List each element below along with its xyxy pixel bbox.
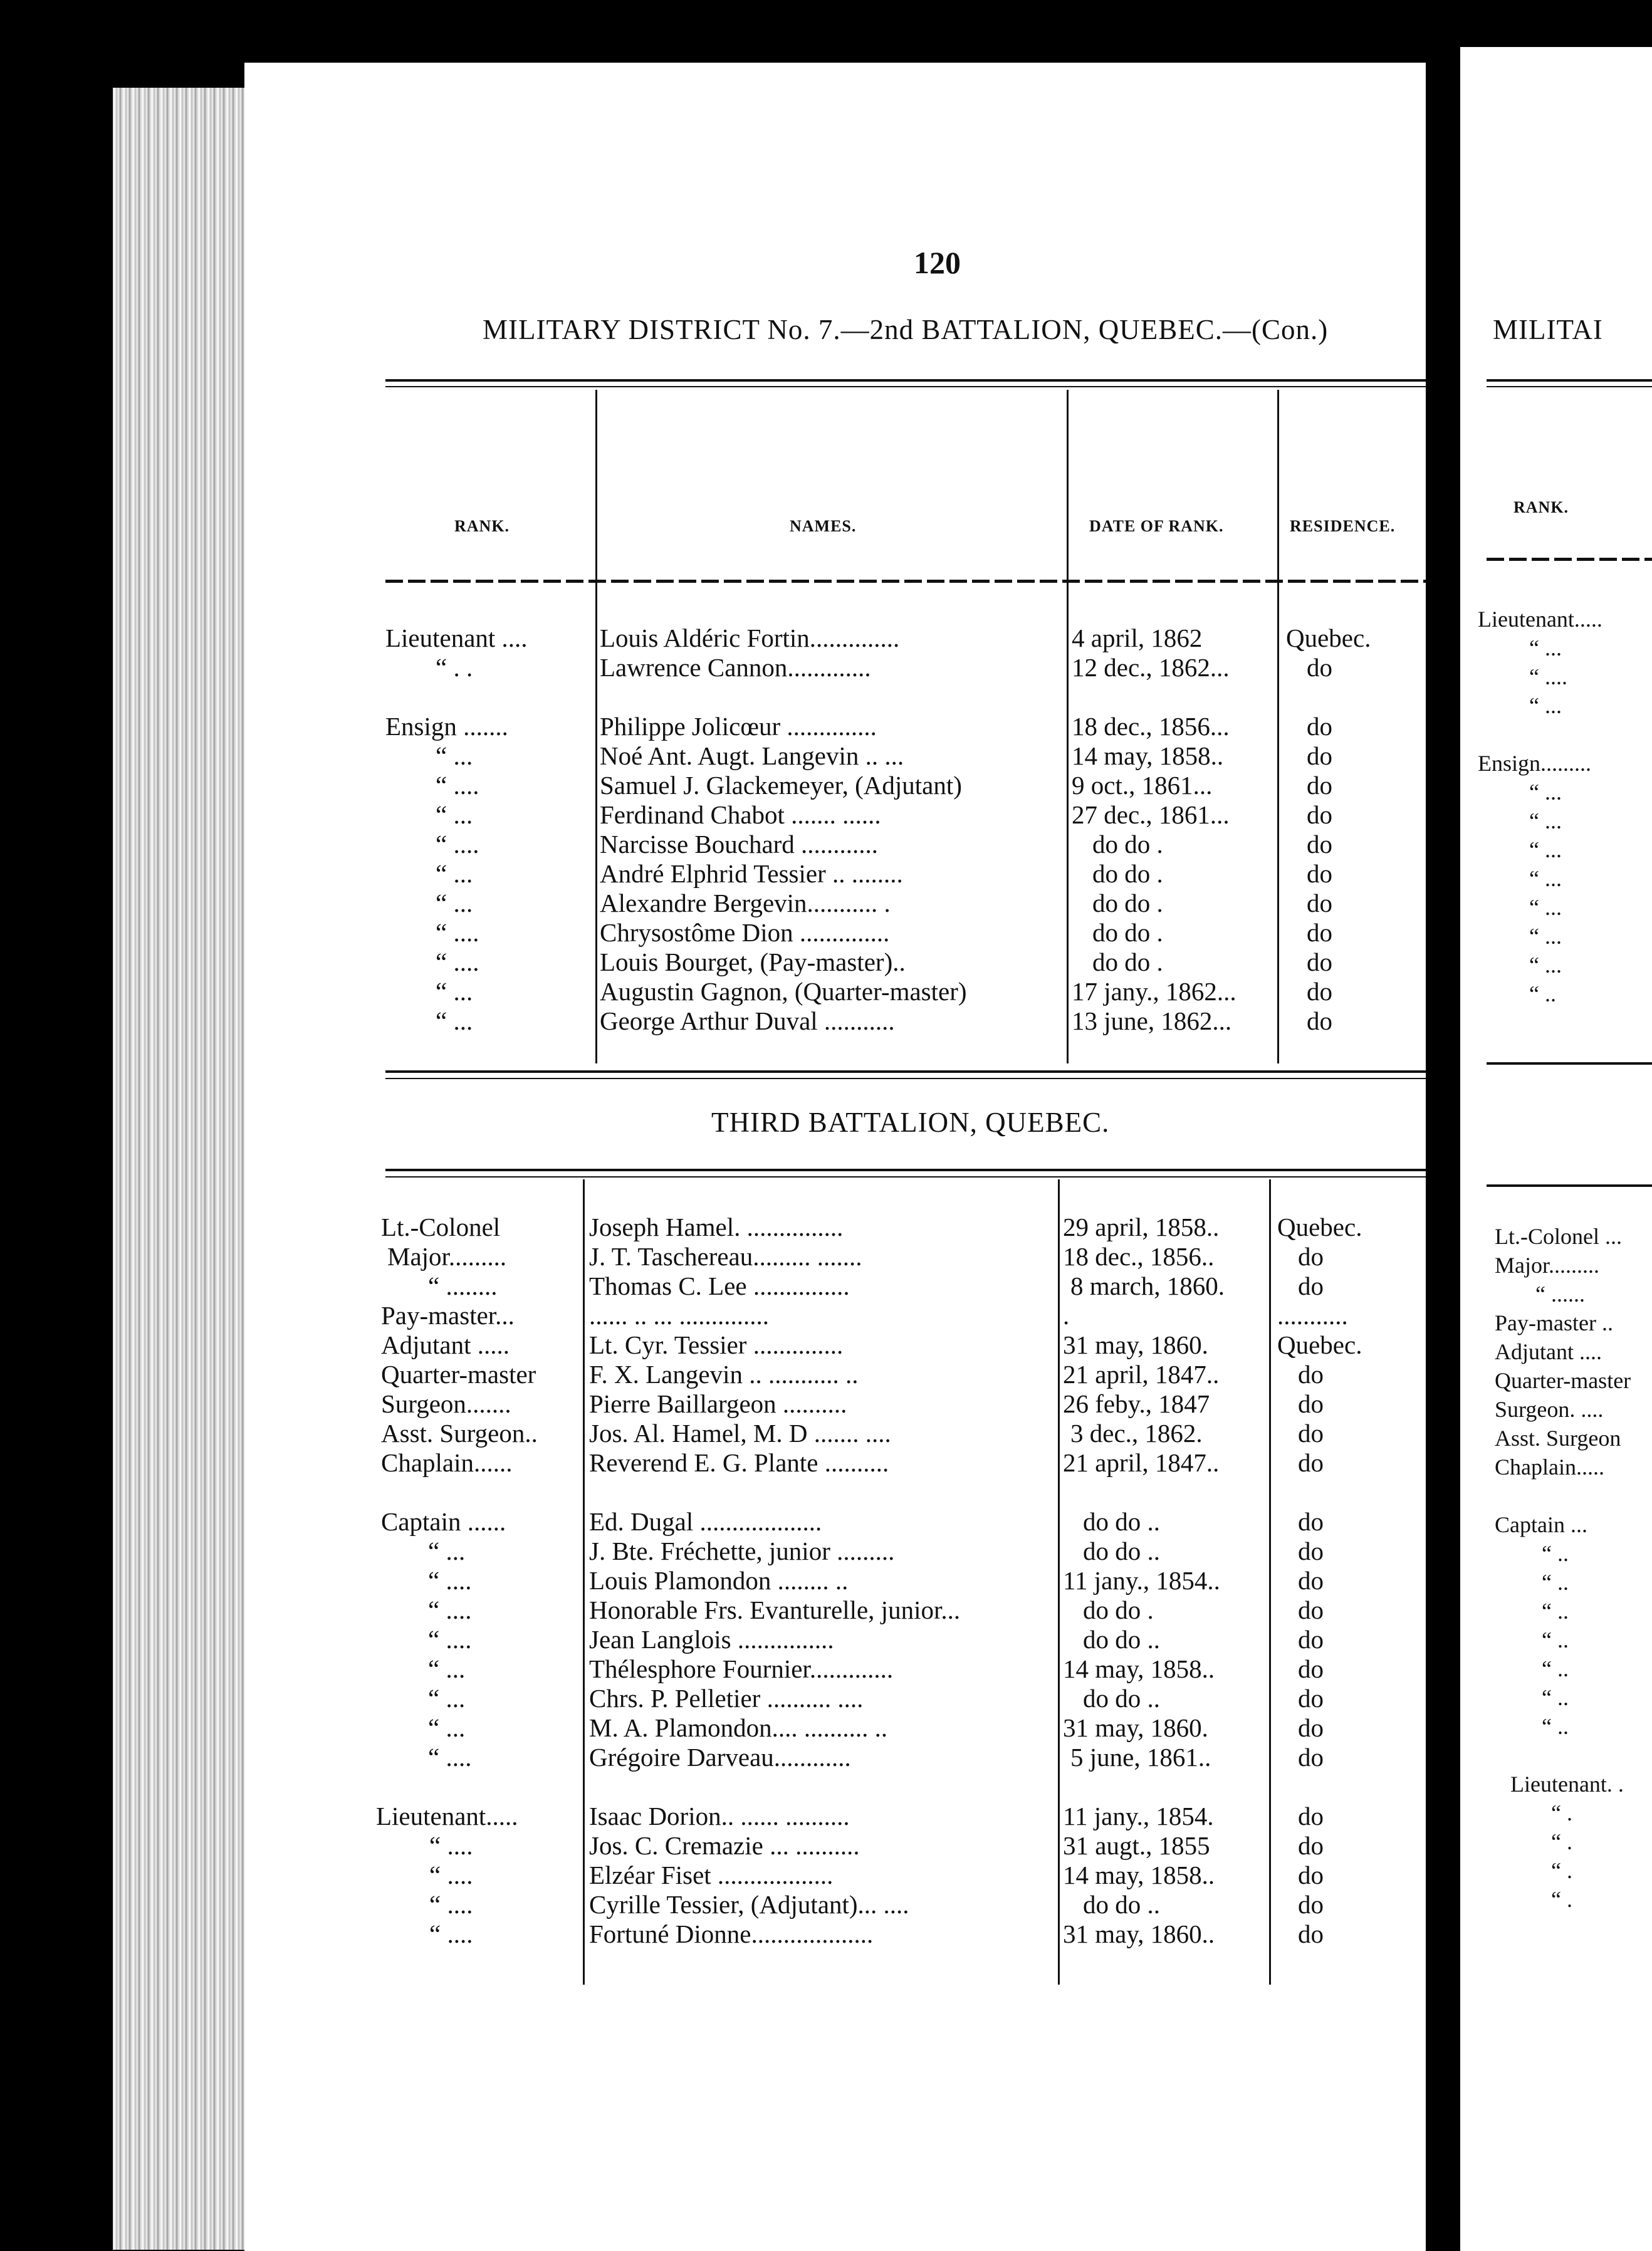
date-cell: 27 dec., 1861... [1072, 800, 1230, 829]
residence-cell: do [1307, 800, 1332, 829]
table-row [381, 1448, 1426, 1478]
residence-cell: do [1298, 1448, 1324, 1477]
table-rule-top [385, 1169, 1426, 1171]
residence-cell: do [1298, 1919, 1324, 1948]
facing-row: Ensign......... [1478, 751, 1592, 776]
table-row [376, 1919, 1426, 1949]
date-cell: do do .. [1083, 1890, 1160, 1919]
rank-cell: “ .... [436, 771, 479, 800]
rank-cell: “ .... [428, 1596, 472, 1624]
name-cell: Noé Ant. Augt. Langevin .. ... [600, 741, 904, 770]
rank-cell: Surgeon....... [381, 1389, 511, 1418]
date-cell: 31 augt., 1855 [1063, 1831, 1210, 1860]
facing-row: Chaplain..... [1495, 1455, 1604, 1480]
date-cell: 11 jany., 1854.. [1063, 1566, 1220, 1595]
rank-cell: Adjutant ..... [381, 1330, 510, 1359]
name-cell: F. X. Langevin .. ........... .. [589, 1360, 859, 1389]
rank-cell: “ .... [429, 1919, 473, 1948]
date-cell: 11 jany., 1854. [1063, 1802, 1214, 1831]
rank-cell: “ .... [429, 1890, 473, 1919]
table-row [376, 1831, 1426, 1861]
date-cell: 21 april, 1847.. [1063, 1448, 1220, 1477]
header-rule-dashed [385, 580, 1426, 583]
facing-row: “ .. [1542, 1656, 1569, 1681]
residence-cell: Quebec. [1277, 1213, 1362, 1241]
table-row [381, 1772, 1426, 1802]
facing-rule-top [1487, 379, 1652, 382]
column-header-names: NAMES. [790, 517, 857, 535]
table-row [381, 1330, 1426, 1360]
table-rule-top-inner [385, 1176, 1426, 1178]
page-number: 120 [914, 245, 961, 280]
table-row [385, 653, 1426, 682]
rank-cell: Asst. Surgeon.. [381, 1419, 538, 1448]
rank-cell: Pay-master... [381, 1301, 515, 1330]
name-cell: J. T. Taschereau......... ....... [589, 1242, 862, 1271]
facing-row: “ ...... [1535, 1282, 1585, 1307]
facing-row: “ .. [1542, 1570, 1569, 1595]
table-row [385, 771, 1426, 800]
residence-cell: do [1298, 1713, 1324, 1742]
facing-row: Asst. Surgeon [1495, 1426, 1621, 1451]
name-cell: Narcisse Bouchard ............ [600, 830, 879, 859]
date-cell: 8 march, 1860. [1070, 1272, 1225, 1300]
table-row [381, 1625, 1426, 1654]
rank-cell: “ ... [428, 1684, 466, 1713]
facing-row: “ ... [1529, 953, 1562, 978]
book-spine-edge [113, 88, 244, 2250]
section-rule-inner [385, 1078, 1426, 1079]
date-cell: 29 april, 1858.. [1063, 1213, 1220, 1241]
date-cell: 31 may, 1860. [1063, 1330, 1208, 1359]
table-row [385, 889, 1426, 918]
facing-row: “ . [1551, 1800, 1572, 1825]
rank-cell: “ ... [436, 741, 473, 770]
residence-cell: do [1298, 1802, 1324, 1831]
header-rule-top-inner [385, 386, 1426, 387]
section-title: THIRD BATTALION, QUEBEC. [711, 1107, 1110, 1138]
table-row [381, 1301, 1426, 1330]
table-row [385, 1006, 1426, 1036]
date-cell: do do .. [1083, 1625, 1160, 1654]
date-cell: 31 may, 1860.. [1063, 1919, 1215, 1948]
table-row [381, 1684, 1426, 1713]
date-cell: 26 feby., 1847 [1063, 1389, 1210, 1418]
rank-cell: “ .... [429, 1831, 473, 1860]
date-cell: 4 april, 1862 [1072, 624, 1203, 652]
name-cell: Lawrence Cannon............. [600, 653, 871, 682]
residence-cell: do [1298, 1596, 1324, 1624]
facing-row: Surgeon. .... [1495, 1397, 1604, 1422]
name-cell: George Arthur Duval ........... [600, 1006, 895, 1035]
residence-cell: do [1307, 859, 1332, 888]
date-cell: do do . [1092, 918, 1163, 947]
facing-row: “ ... [1529, 924, 1562, 949]
ledger-page [244, 63, 1426, 2251]
table-row [381, 1713, 1426, 1743]
facing-row: “ ... [1529, 837, 1562, 862]
facing-row: “ ... [1529, 808, 1562, 833]
table-row [381, 1537, 1426, 1566]
facing-row: Lt.-Colonel ... [1495, 1224, 1622, 1249]
facing-rule-dashed [1487, 558, 1652, 561]
table-row [381, 1360, 1426, 1389]
facing-row: Lieutenant. . [1510, 1772, 1624, 1797]
rank-cell: Lt.-Colonel [381, 1213, 501, 1241]
rank-cell: “ .... [436, 830, 479, 859]
residence-cell: do [1307, 741, 1332, 770]
facing-row: “ ... [1529, 635, 1562, 661]
residence-cell: do [1298, 1389, 1324, 1418]
rank-cell: Lieutenant .... [385, 624, 528, 652]
table-row [376, 1802, 1426, 1831]
residence-cell: do [1307, 1006, 1332, 1035]
name-cell: Thélesphore Fournier............. [589, 1654, 894, 1683]
residence-cell: do [1307, 771, 1332, 800]
name-cell: Pierre Baillargeon .......... [589, 1389, 847, 1418]
facing-row: “ .. [1542, 1599, 1569, 1624]
facing-row: Lieutenant..... [1478, 607, 1602, 632]
residence-cell: do [1298, 1743, 1324, 1772]
table-row [385, 682, 1426, 712]
facing-page-title: MILITAI [1493, 314, 1603, 345]
rank-cell: “ .... [428, 1625, 472, 1654]
date-cell: 14 may, 1858.. [1063, 1654, 1215, 1683]
table-row [381, 1743, 1426, 1772]
name-cell: Ferdinand Chabot ....... ...... [600, 800, 881, 829]
residence-cell: do [1307, 977, 1332, 1006]
table-row [385, 977, 1426, 1006]
name-cell: Samuel J. Glackemeyer, (Adjutant) [600, 771, 962, 800]
name-cell: Isaac Dorion.. ...... .......... [589, 1802, 850, 1831]
residence-cell: do [1307, 712, 1332, 741]
name-cell: Augustin Gagnon, (Quarter-master) [600, 977, 967, 1006]
name-cell: Jean Langlois ............... [589, 1625, 834, 1654]
name-cell: Reverend E. G. Plante .......... [589, 1448, 889, 1477]
residence-cell: do [1307, 918, 1332, 947]
name-cell: André Elphrid Tessier .. ........ [600, 859, 903, 888]
table-row [385, 712, 1426, 741]
date-cell: do do . [1092, 948, 1163, 976]
table-row [385, 830, 1426, 859]
rank-cell: Captain ...... [381, 1507, 506, 1536]
residence-cell: do [1298, 1566, 1324, 1595]
rank-cell: “ .... [428, 1743, 472, 1772]
date-cell: do do .. [1083, 1684, 1160, 1713]
table-row [381, 1213, 1426, 1242]
date-cell: 3 dec., 1862. [1070, 1419, 1203, 1448]
facing-row: “ . [1551, 1887, 1572, 1912]
name-cell: Joseph Hamel. ............... [589, 1213, 844, 1241]
facing-page-fragment [1460, 47, 1652, 2251]
facing-section-rule [1487, 1062, 1652, 1065]
date-cell: 14 may, 1858.. [1072, 741, 1224, 770]
rank-cell: Ensign ....... [385, 712, 508, 741]
table-row [381, 1478, 1426, 1507]
name-cell: Thomas C. Lee ............... [589, 1272, 850, 1300]
facing-row: Adjutant .... [1495, 1339, 1602, 1364]
table-row [385, 918, 1426, 948]
residence-cell: do [1298, 1625, 1324, 1654]
rank-cell: “ ... [436, 859, 473, 888]
rank-cell: Major......... [387, 1242, 507, 1271]
residence-cell: Quebec. [1286, 624, 1371, 652]
residence-cell: do [1298, 1419, 1324, 1448]
column-header-residence: RESIDENCE. [1290, 517, 1396, 535]
table-row [381, 1507, 1426, 1537]
residence-cell: do [1298, 1360, 1324, 1389]
name-cell: J. Bte. Fréchette, junior ......... [589, 1537, 895, 1565]
page-title: MILITARY DISTRICT No. 7.—2nd BATTALION, QUEBEC.—(Con.) [483, 314, 1329, 345]
table-row [385, 948, 1426, 977]
date-cell: 18 dec., 1856... [1072, 712, 1230, 741]
name-cell: Fortuné Dionne................... [589, 1919, 874, 1948]
facing-row: “ .. [1542, 1541, 1569, 1566]
facing-rank-header: RANK. [1513, 498, 1569, 516]
residence-cell: do [1298, 1831, 1324, 1860]
rank-cell: “ .... [436, 918, 479, 947]
facing-row: “ . [1551, 1829, 1572, 1854]
facing-row: Major......... [1495, 1253, 1599, 1278]
column-header-date: DATE OF RANK. [1089, 517, 1224, 535]
facing-rule-top-inner [1487, 386, 1652, 387]
table-row [381, 1272, 1426, 1301]
rank-cell: “ ... [428, 1713, 466, 1742]
residence-cell: do [1298, 1507, 1324, 1536]
column-header-rank: RANK. [454, 517, 510, 535]
name-cell: Louis Bourget, (Pay-master).. [600, 948, 906, 976]
rank-cell: “ ... [436, 800, 473, 829]
section-rule [385, 1070, 1426, 1073]
rank-cell: “ ... [436, 1006, 473, 1035]
residence-cell: do [1307, 653, 1332, 682]
date-cell: 9 oct., 1861... [1072, 771, 1213, 800]
name-cell: Louis Plamondon ........ .. [589, 1566, 849, 1595]
date-cell: 12 dec., 1862... [1072, 653, 1230, 682]
table-row [385, 800, 1426, 830]
date-cell: 21 april, 1847.. [1063, 1360, 1220, 1389]
name-cell: Grégoire Darveau............ [589, 1743, 851, 1772]
date-cell: do do . [1083, 1596, 1154, 1624]
name-cell: Jos. Al. Hamel, M. D ....... .... [589, 1419, 891, 1448]
name-cell: ...... .. ... .............. [589, 1301, 769, 1330]
rank-cell: “ ........ [428, 1272, 498, 1300]
rank-cell: “ .... [429, 1861, 473, 1889]
residence-cell: do [1298, 1242, 1324, 1271]
rank-cell: “ ... [428, 1654, 466, 1683]
name-cell: Elzéar Fiset .................. [589, 1861, 834, 1889]
date-cell: do do .. [1083, 1507, 1160, 1536]
residence-cell: do [1307, 948, 1332, 976]
rank-cell: “ ... [436, 977, 473, 1006]
facing-row: “ .... [1529, 664, 1567, 689]
facing-row: “ . [1551, 1858, 1572, 1883]
rank-cell: Chaplain...... [381, 1448, 513, 1477]
facing-row: “ .. [1542, 1714, 1569, 1739]
residence-cell: do [1298, 1272, 1324, 1300]
facing-table-rule [1487, 1184, 1652, 1187]
date-cell: 31 may, 1860. [1063, 1713, 1208, 1742]
facing-row: “ .. [1542, 1685, 1569, 1710]
name-cell: Cyrille Tessier, (Adjutant)... .... [589, 1890, 909, 1919]
residence-cell: do [1298, 1537, 1324, 1565]
rank-cell: “ ... [436, 889, 473, 917]
date-cell: do do .. [1083, 1537, 1160, 1565]
table-row [385, 624, 1426, 653]
name-cell: Alexandre Bergevin........... . [600, 889, 891, 917]
table-row [381, 1596, 1426, 1625]
name-cell: Honorable Frs. Evanturelle, junior... [589, 1596, 961, 1624]
name-cell: Chrysostôme Dion .............. [600, 918, 890, 947]
table-row [381, 1566, 1426, 1596]
table-row [381, 1654, 1426, 1684]
rank-cell: “ . . [436, 653, 473, 682]
table-row [385, 859, 1426, 889]
name-cell: Chrs. P. Pelletier .......... .... [589, 1684, 864, 1713]
date-cell: . [1063, 1301, 1070, 1330]
facing-row: “ ... [1529, 780, 1562, 805]
name-cell: Philippe Jolicœur .............. [600, 712, 877, 741]
date-cell: 17 jany., 1862... [1072, 977, 1236, 1006]
facing-row: “ .. [1542, 1627, 1569, 1653]
residence-cell: do [1298, 1654, 1324, 1683]
rank-cell: “ .... [436, 948, 479, 976]
residence-cell: ........... [1277, 1301, 1348, 1330]
rank-cell: “ ... [428, 1537, 466, 1565]
table-row [381, 1242, 1426, 1272]
table-row [376, 1890, 1426, 1919]
table-row [381, 1419, 1426, 1448]
residence-cell: do [1298, 1890, 1324, 1919]
date-cell: 18 dec., 1856.. [1063, 1242, 1215, 1271]
residence-cell: do [1307, 830, 1332, 859]
date-cell: do do . [1092, 830, 1163, 859]
table-row [381, 1389, 1426, 1419]
date-cell: do do . [1092, 859, 1163, 888]
residence-cell: Quebec. [1277, 1330, 1362, 1359]
facing-row: Pay-master .. [1495, 1310, 1613, 1335]
residence-cell: do [1307, 889, 1332, 917]
facing-row: “ .. [1529, 981, 1556, 1006]
name-cell: M. A. Plamondon.... .......... .. [589, 1713, 888, 1742]
residence-cell: do [1298, 1684, 1324, 1713]
date-cell: 14 may, 1858.. [1063, 1861, 1215, 1889]
table-row [385, 741, 1426, 771]
facing-row: Quarter-master [1495, 1368, 1631, 1393]
date-cell: do do . [1092, 889, 1163, 917]
name-cell: Ed. Dugal ................... [589, 1507, 822, 1536]
facing-row: Captain ... [1495, 1512, 1587, 1537]
name-cell: Lt. Cyr. Tessier .............. [589, 1330, 844, 1359]
facing-row: “ ... [1529, 866, 1562, 891]
rank-cell: “ .... [428, 1566, 472, 1595]
facing-row: “ ... [1529, 693, 1562, 718]
rank-cell: Quarter-master [381, 1360, 536, 1389]
rank-cell: Lieutenant..... [376, 1802, 518, 1831]
facing-row: “ ... [1529, 895, 1562, 920]
residence-cell: do [1298, 1861, 1324, 1889]
header-rule-top [385, 379, 1426, 382]
name-cell: Louis Aldéric Fortin.............. [600, 624, 900, 652]
date-cell: 13 june, 1862... [1072, 1006, 1232, 1035]
table-row [376, 1861, 1426, 1890]
name-cell: Jos. C. Cremazie ... .......... [589, 1831, 860, 1860]
date-cell: 5 june, 1861.. [1070, 1743, 1211, 1772]
